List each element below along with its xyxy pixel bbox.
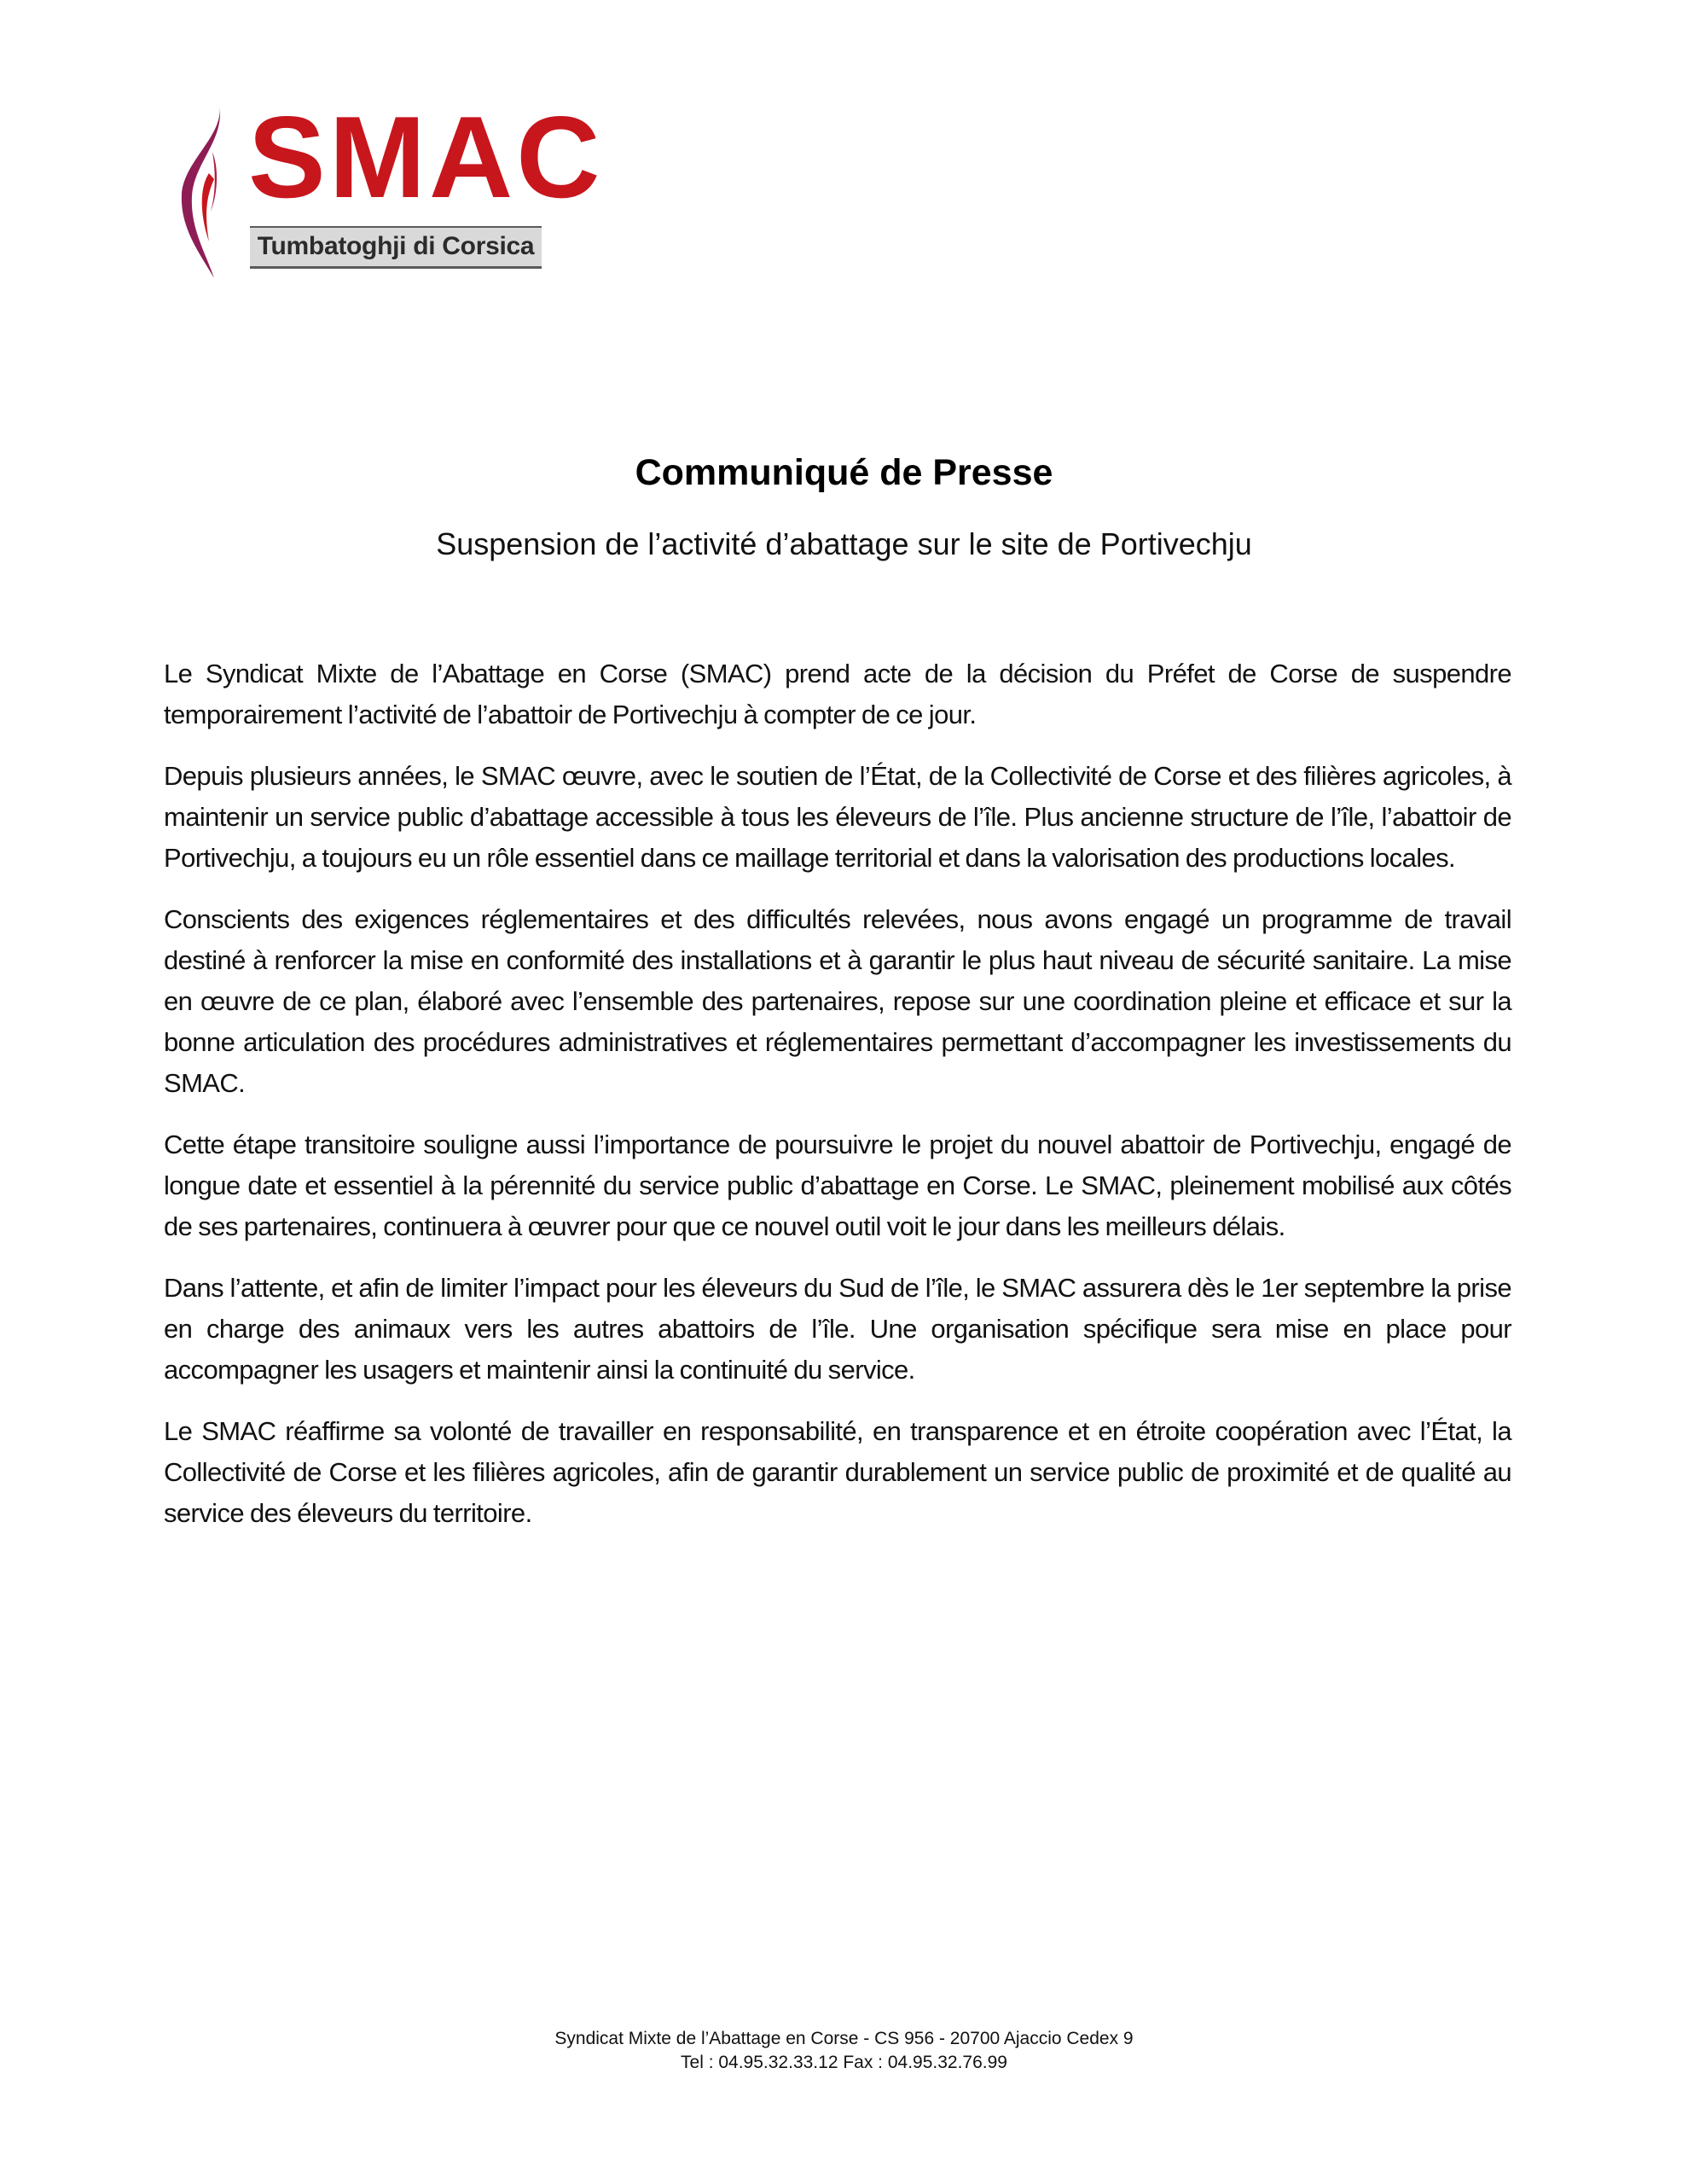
logo-wordmark: SMAC [248,92,604,222]
footer [0,2027,1688,2075]
smac-logo [175,92,604,280]
page-subtitle: Suspension de l’activité d’abattage sur le site de Portivechju [436,526,1252,561]
ribbon-icon [175,101,235,280]
press-release-body [164,653,1511,1554]
paragraph: Dans l’attente, et afin de limiter l’impact pour les éleveurs du Sud de l’île, le SMAC assurera dès le 1er septembre la prise en charge des animaux vers les autres abattoirs de l’île. Une organisation spécifique sera mise en place pour accompagner les usagers et maintenir ainsi la continuité du service. [164,1273,1511,1385]
footer-address: Syndicat Mixte de l’Abattage en Corse - CS 956 - 20700 Ajaccio Cedex 9 [554,2029,1134,2048]
paragraph: Le Syndicat Mixte de l’Abattage en Corse (SMAC) prend acte de la décision du Préfet de Corse de suspendre temporairement l’activité de l’abattoir de Portivechju à compter de ce jour. [164,659,1511,729]
page-title: Communiqué de Presse [635,452,1053,493]
paragraph: Depuis plusieurs années, le SMAC œuvre, avec le soutien de l’État, de la Collectivité de Corse et des filières agricoles, à maintenir un service public d’abattage accessible à tous les éleveurs de l’île. Plus ancienne structure de l’île, l’abattoir de Portivechju, a toujours eu un rôle essentiel dans ce maillage territorial et dans la valorisation des productions locales. [164,761,1511,873]
logo-tagline: Tumbatoghji di Corsica [250,226,542,269]
paragraph: Cette étape transitoire souligne aussi l’importance de poursuivre le projet du nouvel abattoir de Portivechju, engagé de longue date et essentiel à la pérennité du service public d’abattage en Corse. Le SMAC, pleinement mobilisé aux côtés de ses partenaires, continuera à œuvrer pour que ce nouvel outil voit le jour dans les meilleurs délais. [164,1130,1511,1241]
footer-contact: Tel : 04.95.32.33.12 Fax : 04.95.32.76.99 [681,2053,1007,2072]
paragraph: Conscients des exigences réglementaires et des difficultés relevées, nous avons engagé un programme de travail destiné à renforcer la mise en conformité des installations et à garantir le plus haut niveau de sécurité sanitaire. La mise en œuvre de ce plan, élaboré avec l’ensemble des partenaires, repose sur une coordination pleine et efficace et sur la bonne articulation des procédures administratives et réglementaires permettant d’accompagner les investissements du SMAC. [164,904,1511,1098]
paragraph: Le SMAC réaffirme sa volonté de travailler en responsabilité, en transparence et en étroite coopération avec l’État, la Collectivité de Corse et les filières agricoles, afin de garantir durablement un service public de proximité et de qualité au service des éleveurs du territoire. [164,1416,1511,1528]
